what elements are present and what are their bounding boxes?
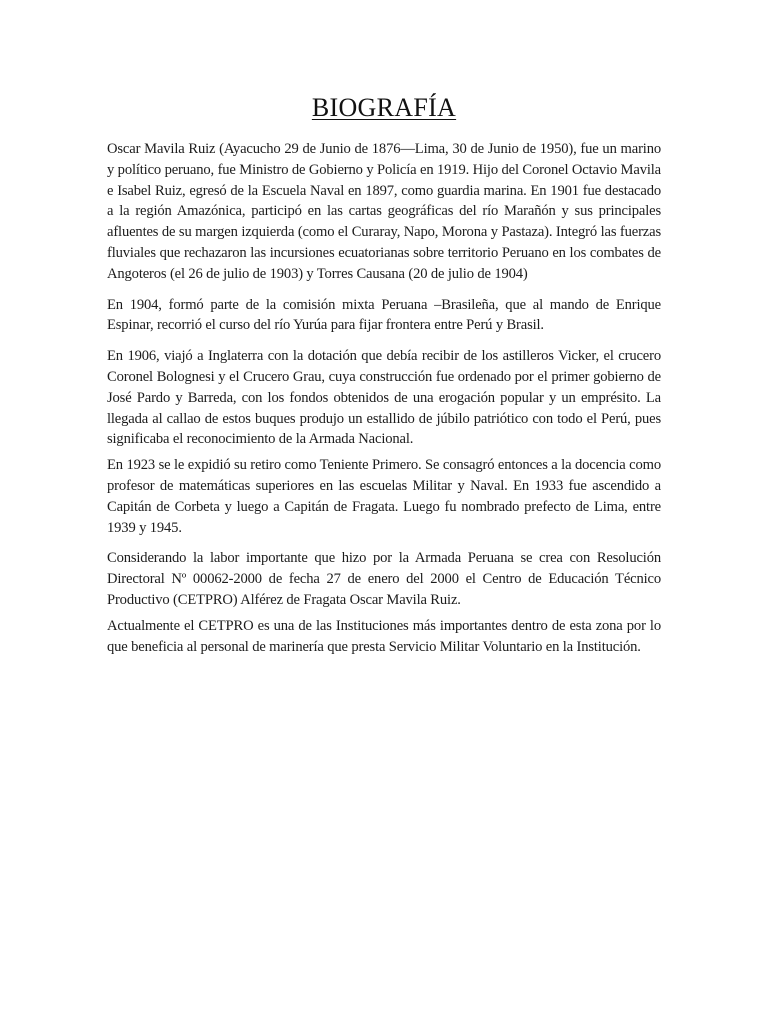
paragraph-1: Oscar Mavila Ruiz (Ayacucho 29 de Junio de 1876—Lima, 30 de Junio de 1950), fue un marino y político peruano, fue Ministro de Gobierno y Policía en 1919. Hijo del Coronel Octavio Mavila e Isabel Ruiz, egresó de la Escuela Naval en 1897, como guardia marina. En 1901 fue destacado a la región Amazónica, participó en las cartas geográficas del río Marañón y sus principales afluentes de su margen izquierda (como el Curaray, Napo, Morona y Pastaza). Integró las fuerzas fluviales que rechazaron las incursiones ecuatorianas sobre territorio Peruano en los combates de Angoteros (el 26 de julio de 1903) y Torres Causana (20 de julio de 1904): [107, 141, 661, 282]
paragraph-2: En 1904, formó parte de la comisión mixta Peruana –Brasileña, que al mando de Enrique Espinar, recorrió el curso del río Yurúa para fijar frontera entre Perú y Brasil.: [107, 296, 661, 334]
paragraph-4: En 1923 se le expidió su retiro como Teniente Primero. Se consagró entonces a la docencia como profesor de matemáticas superiores en las escuelas Militar y Naval. En 1933 fue ascendido a Capitán de Corbeta y luego a Capitán de Fragata. Luego fu nombrado prefecto de Lima, entre 1939 y 1945.: [107, 457, 661, 536]
paragraph-6: Actualmente el CETPRO es una de las Instituciones más importantes dentro de esta zona por lo que beneficia al personal de marinería que presta Servicio Militar Voluntario en la Institución.: [107, 617, 661, 655]
page-title: BIOGRAFÍA: [311, 93, 457, 122]
biography-body: [107, 139, 661, 667]
paragraph-3: En 1906, viajó a Inglaterra con la dotación que debía recibir de los astilleros Vicker, el crucero Coronel Bolognesi y el Crucero Grau, cuya construcción fue ordenado por el primer gobierno de José Pardo y Barreda, con los fondos obtenidos de una erogación popular y un emprésito. La llegada al callao de estos buques produjo un estallido de júbilo patriótico con todo el Perú, pues significaba el reconocimiento de la Armada Nacional.: [107, 348, 661, 448]
paragraph-5: Considerando la labor importante que hizo por la Armada Peruana se crea con Resolución Directoral Nº 00062-2000 de fecha 27 de enero del 2000 el Centro de Educación Técnico Productivo (CETPRO) Alférez de Fragata Oscar Mavila Ruiz.: [107, 550, 661, 608]
